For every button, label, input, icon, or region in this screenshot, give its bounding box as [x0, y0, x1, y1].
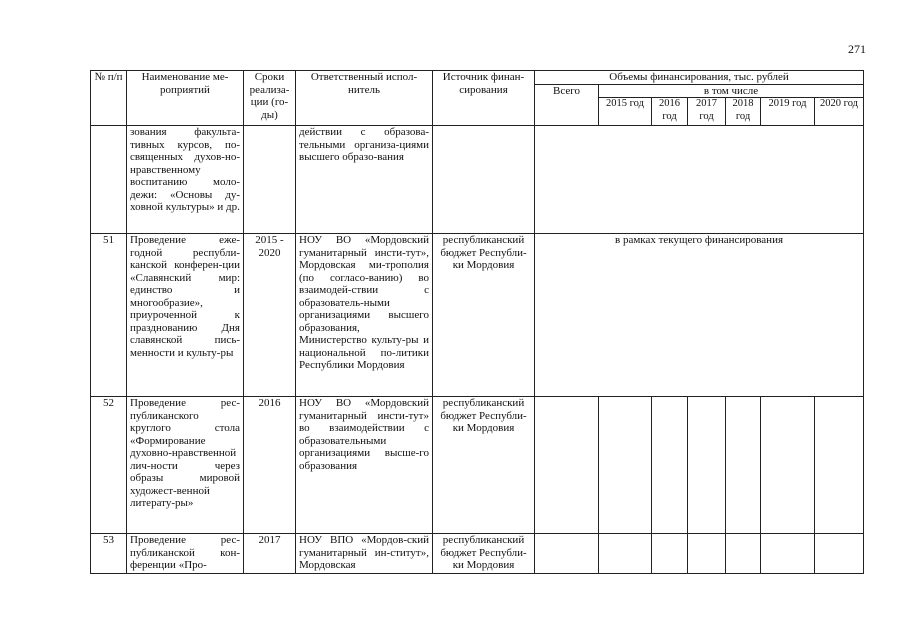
header-num: № п/п [91, 71, 127, 126]
header-total: Всего [535, 84, 599, 126]
header-year-2019: 2019 год [761, 98, 815, 126]
table-row [91, 234, 864, 397]
row-name: зования факульта-тивных курсов, по-священных духов-но-нравственному воспитанию моло-дежи: «Основы ду-ховной культуры» и др. [127, 126, 244, 234]
header-funding: Объемы финансирования, тыс. рублей [535, 71, 864, 85]
header-year-2015: 2015 год [599, 98, 652, 126]
row-period: 2017 [244, 534, 296, 574]
row-source: республиканский бюджет Республи-ки Мордовия [433, 397, 535, 534]
row-period: 2015 - 2020 [244, 234, 296, 397]
header-source: Источник финан-сирования [433, 71, 535, 126]
row-source: республиканский бюджет Республи-ки Мордовия [433, 534, 535, 574]
row-year-2019 [761, 534, 815, 574]
row-year-2017 [688, 534, 726, 574]
row-executor: НОУ ВО «Мордовский гуманитарный инсти-тут», Мордовская ми-трополия (по согласо-ванию) во взаимодей-ствии с образователь-ными организациями высшего образования, Министерство культу-ры и национальной по-литики Республики Мордовия [296, 234, 433, 397]
row-period [244, 126, 296, 234]
row-total [535, 397, 599, 534]
row-name: Проведение рес-публиканского круглого стола «Формирование духовно-нравственной лич-ности через образы мировой художест-венной литерату-ры» [127, 397, 244, 534]
row-year-2016 [652, 534, 688, 574]
header-year-2020: 2020 год [815, 98, 864, 126]
row-name: Проведение еже-годной республи-канской конферен-ции «Славянский мир: единство и многообразие», приуроченной к празднованию Дня славянской пись-менности и культу-ры [127, 234, 244, 397]
row-num: 51 [91, 234, 127, 397]
table-row [91, 534, 864, 574]
header-including: в том числе [599, 84, 864, 98]
row-year-2015 [599, 397, 652, 534]
row-year-2017 [688, 397, 726, 534]
table-row [91, 397, 864, 534]
row-funding-note: в рамках текущего финансирования [535, 234, 864, 397]
row-total [535, 534, 599, 574]
row-year-2019 [761, 397, 815, 534]
header-name: Наименование ме-роприятий [127, 71, 244, 126]
row-year-2018 [726, 397, 761, 534]
table-row [91, 126, 864, 234]
row-year-2016 [652, 397, 688, 534]
row-num: 53 [91, 534, 127, 574]
header-year-2016: 2016 год [652, 98, 688, 126]
row-year-2020 [815, 534, 864, 574]
row-period: 2016 [244, 397, 296, 534]
row-num: 52 [91, 397, 127, 534]
header-period: Сроки реализа-ции (го-ды) [244, 71, 296, 126]
row-source [433, 126, 535, 234]
row-year-2020 [815, 397, 864, 534]
header-year-2017: 2017 год [688, 98, 726, 126]
row-executor: НОУ ВО «Мордовский гуманитарный инсти-тут» во взаимодействии с образовательными организациями высше-го образования [296, 397, 433, 534]
row-funding-empty [535, 126, 864, 234]
page-number: 271 [848, 42, 866, 56]
row-name: Проведение рес-публиканской кон-ференции «Про- [127, 534, 244, 574]
row-source: республиканский бюджет Республи-ки Мордовия [433, 234, 535, 397]
row-executor: НОУ ВПО «Мордов-ский гуманитарный ин-ститут», Мордовская [296, 534, 433, 574]
row-year-2015 [599, 534, 652, 574]
row-year-2018 [726, 534, 761, 574]
row-num [91, 126, 127, 234]
row-executor: действии с образова-тельными организа-циями высшего образо-вания [296, 126, 433, 234]
header-executor: Ответственный испол-нитель [296, 71, 433, 126]
program-table [90, 70, 864, 574]
header-year-2018: 2018 год [726, 98, 761, 126]
